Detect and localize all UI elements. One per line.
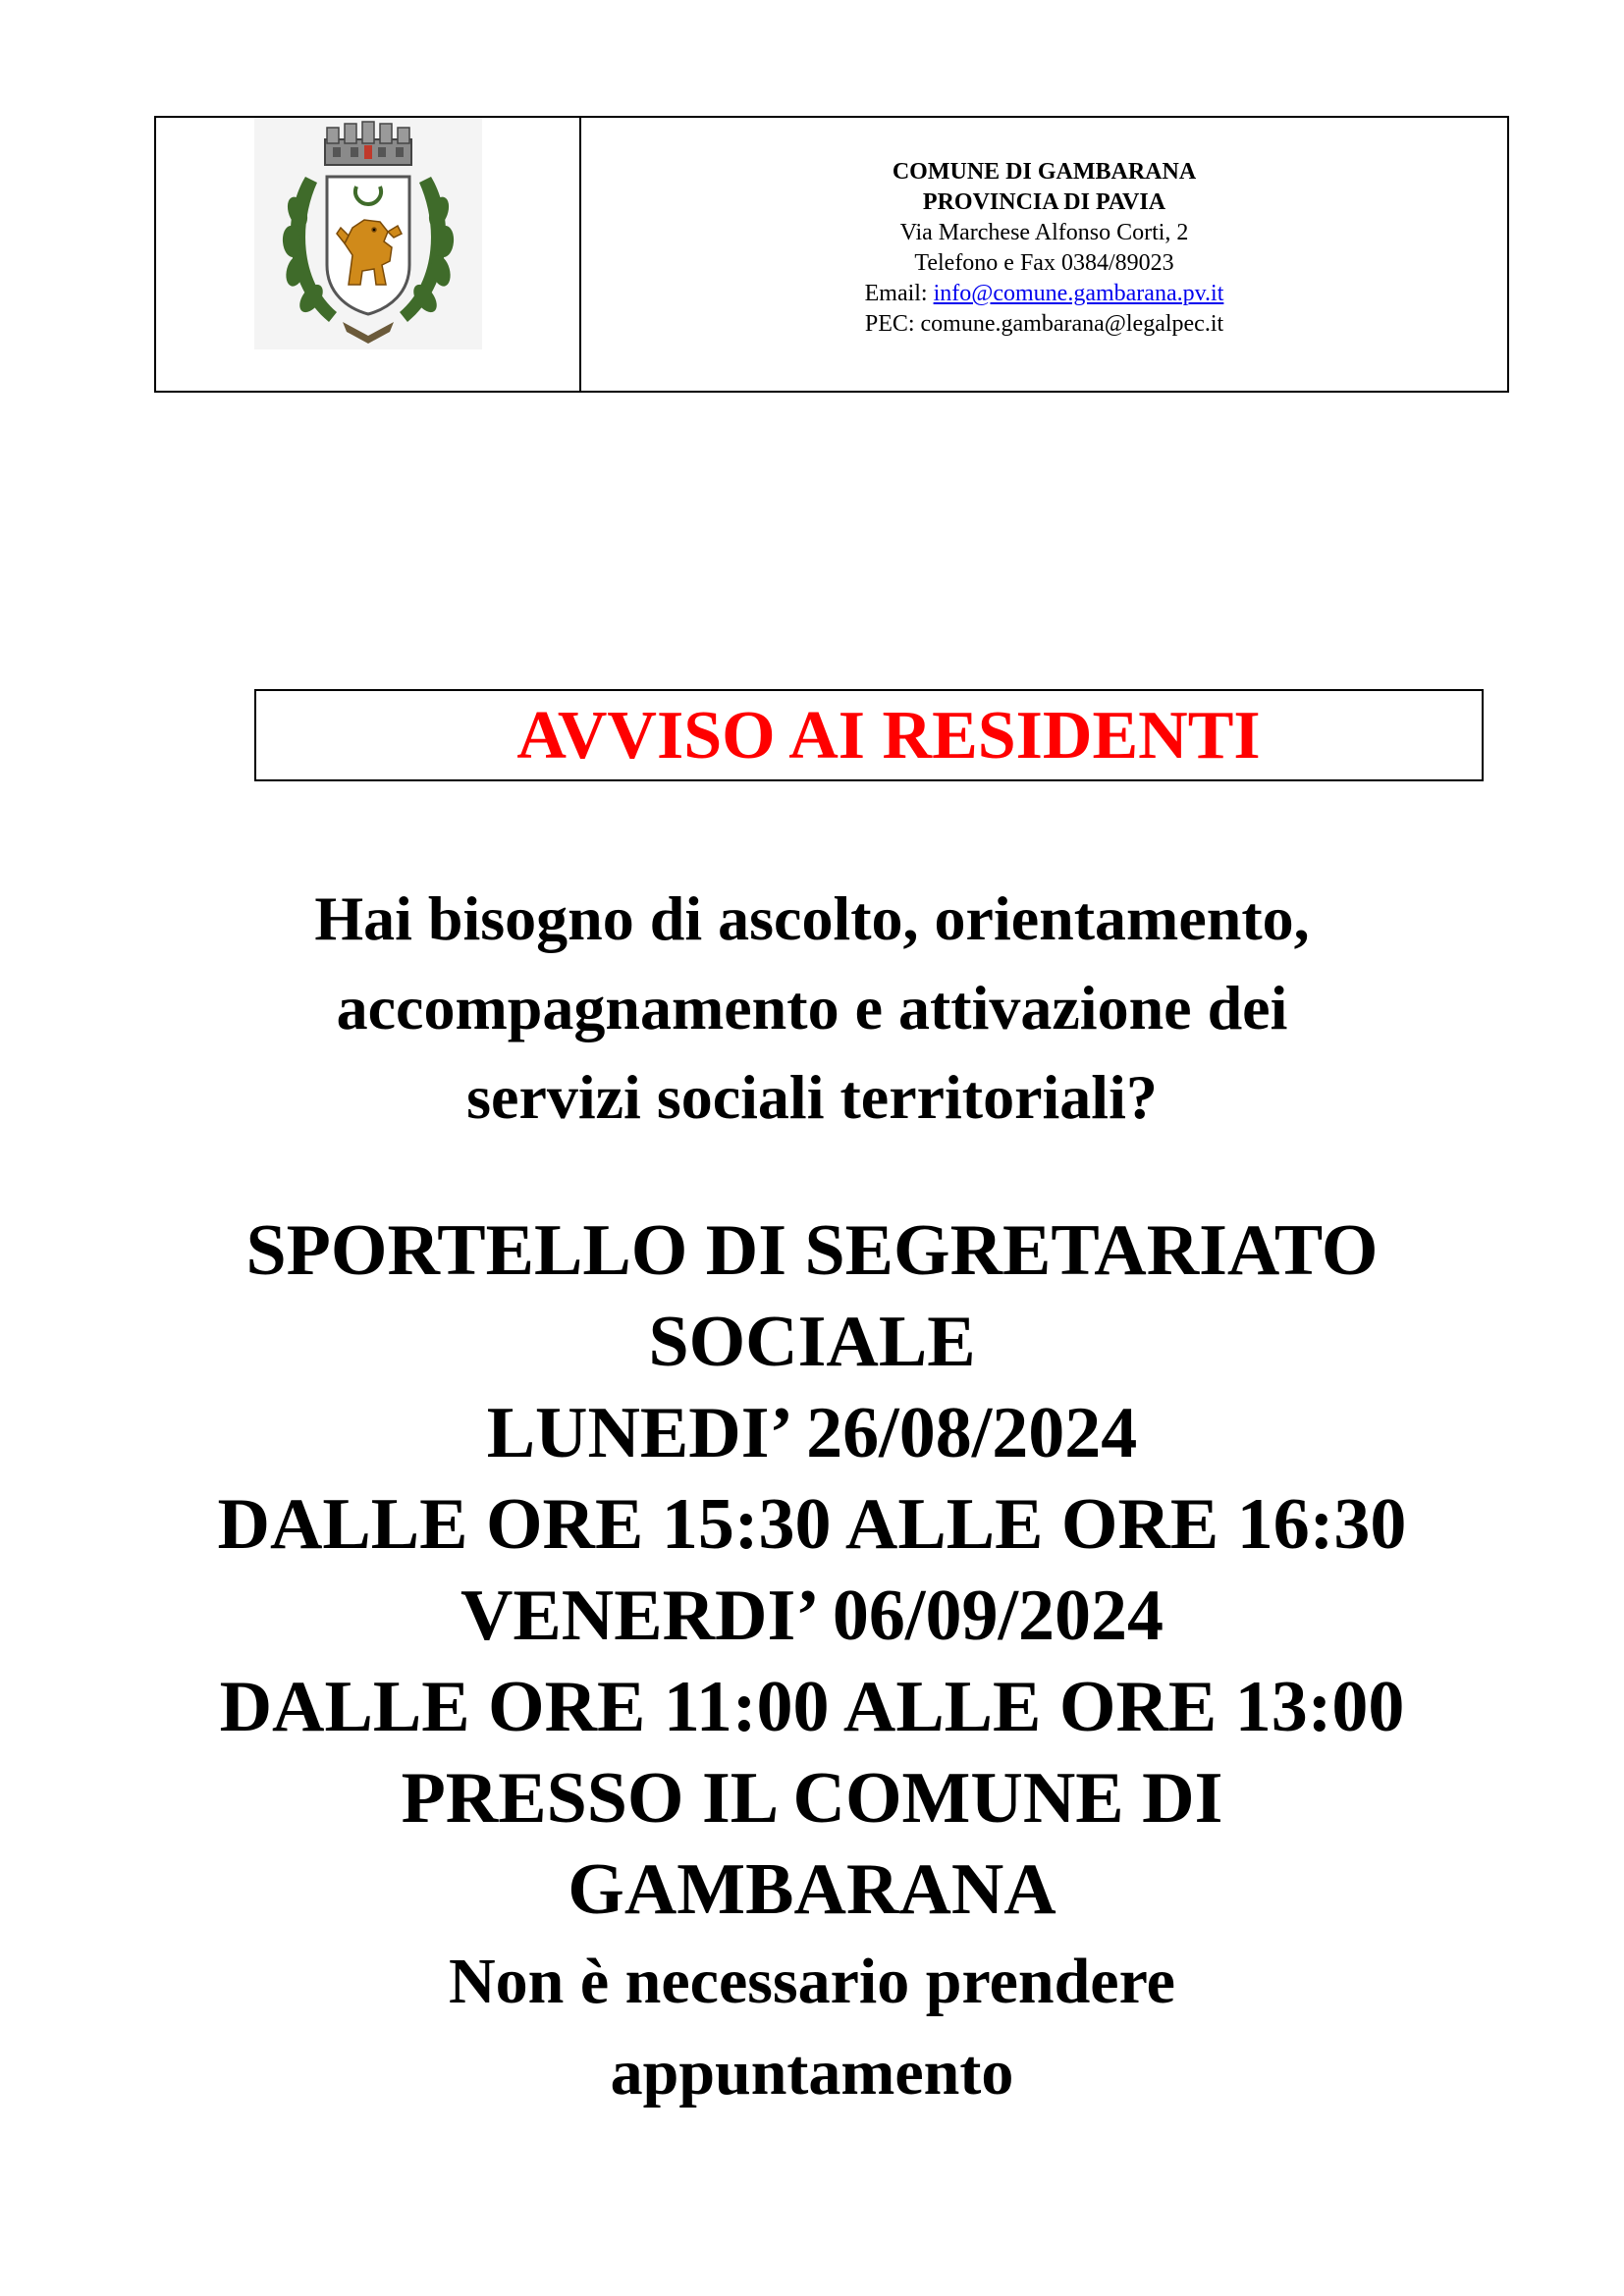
- province-name: PROVINCIA DI PAVIA: [922, 189, 1166, 215]
- appointment-note: Non è necessario prendere: [449, 1946, 1175, 2017]
- location: PRESSO IL COMUNE DI: [401, 1758, 1223, 1839]
- location: GAMBARANA: [568, 1849, 1056, 1930]
- pec: PEC: comune.gambarana@legalpec.it: [864, 311, 1224, 337]
- crown-icon: [325, 122, 411, 165]
- shield-icon: [327, 177, 409, 314]
- time-monday: DALLE ORE 15:30 ALLE ORE 16:30: [217, 1484, 1407, 1565]
- service-name: SPORTELLO DI SEGRETARIATO: [245, 1210, 1379, 1291]
- letterhead-logo-cell: [156, 118, 581, 391]
- municipality-contact-block: [581, 157, 1507, 340]
- notice-title: AVVISO AI RESIDENTI: [516, 698, 1261, 774]
- question-line: Hai bisogno di ascolto, orientamento,: [314, 883, 1310, 953]
- question-line: accompagnamento e attivazione dei: [336, 973, 1288, 1042]
- municipal-crest: [254, 118, 482, 349]
- appointment-note: appuntamento: [610, 2037, 1014, 2109]
- email-label: Email:: [864, 281, 934, 306]
- service-name: SOCIALE: [648, 1302, 976, 1382]
- address: Via Marchese Alfonso Corti, 2: [899, 220, 1189, 245]
- email-link[interactable]: info@comune.gambarana.pv.it: [933, 281, 1224, 306]
- municipality-name: COMUNE DI GAMBARANA: [892, 159, 1197, 185]
- crest-icon: [254, 118, 482, 349]
- date-monday: LUNEDI’ 26/08/2024: [486, 1393, 1138, 1473]
- letterhead: [154, 116, 1509, 393]
- question-block: [0, 874, 1624, 1142]
- notice-title-box: [254, 689, 1484, 781]
- email-line: [581, 279, 1507, 309]
- question-line: servizi sociali territoriali?: [466, 1062, 1158, 1132]
- time-friday: DALLE ORE 11:00 ALLE ORE 13:00: [219, 1667, 1405, 1747]
- letterhead-info-cell: [581, 118, 1507, 391]
- details-block: [0, 1205, 1624, 2118]
- phone: Telefono e Fax 0384/89023: [914, 250, 1174, 276]
- date-friday: VENERDI’ 06/09/2024: [460, 1575, 1164, 1656]
